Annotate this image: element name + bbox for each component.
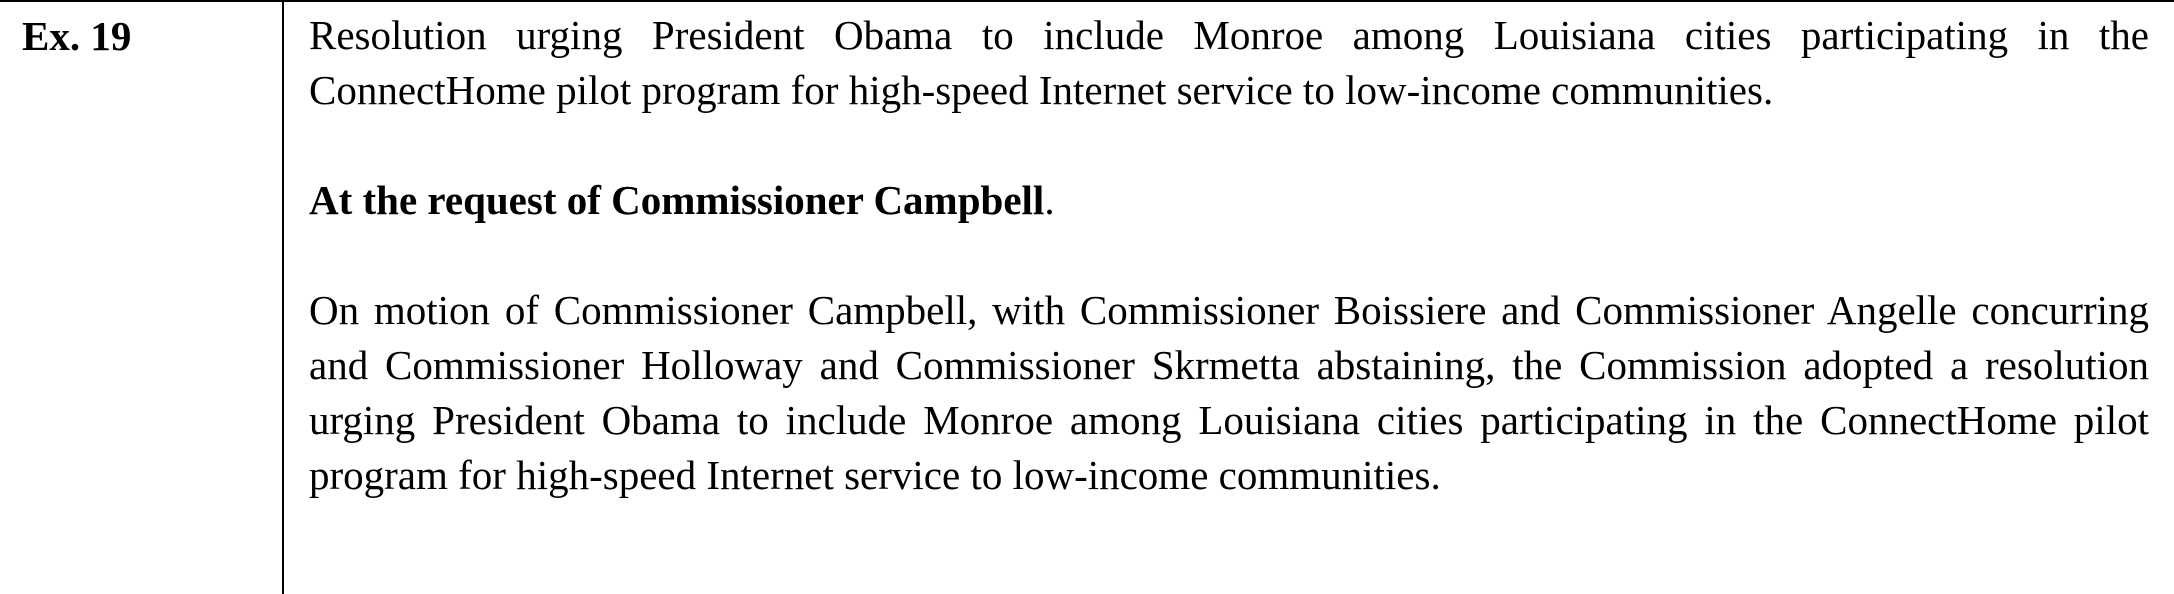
resolution-title: Resolution urging President Obama to include Monroe among Louisiana cities participating in the ConnectHome pilot program for high-speed Internet service to low-income communities. bbox=[309, 12, 2149, 113]
exhibit-number: Ex. 19 bbox=[22, 13, 132, 59]
request-period: . bbox=[1044, 177, 1055, 223]
request-line bbox=[309, 173, 2149, 228]
request-attribution: At the request of Commissioner Campbell bbox=[309, 177, 1045, 223]
column-divider bbox=[282, 2, 284, 594]
entry-content bbox=[309, 8, 2149, 503]
motion-paragraph: On motion of Commissioner Campbell, with Commissioner Boissiere and Commissioner Angelle concurring and Commissioner Holloway and Commissioner Skrmetta abstaining, the Commission adopted a resolution urging President Obama to include Monroe among Louisiana cities participating in the ConnectHome pilot program for high-speed Internet service to low-income communities. bbox=[309, 287, 2149, 498]
